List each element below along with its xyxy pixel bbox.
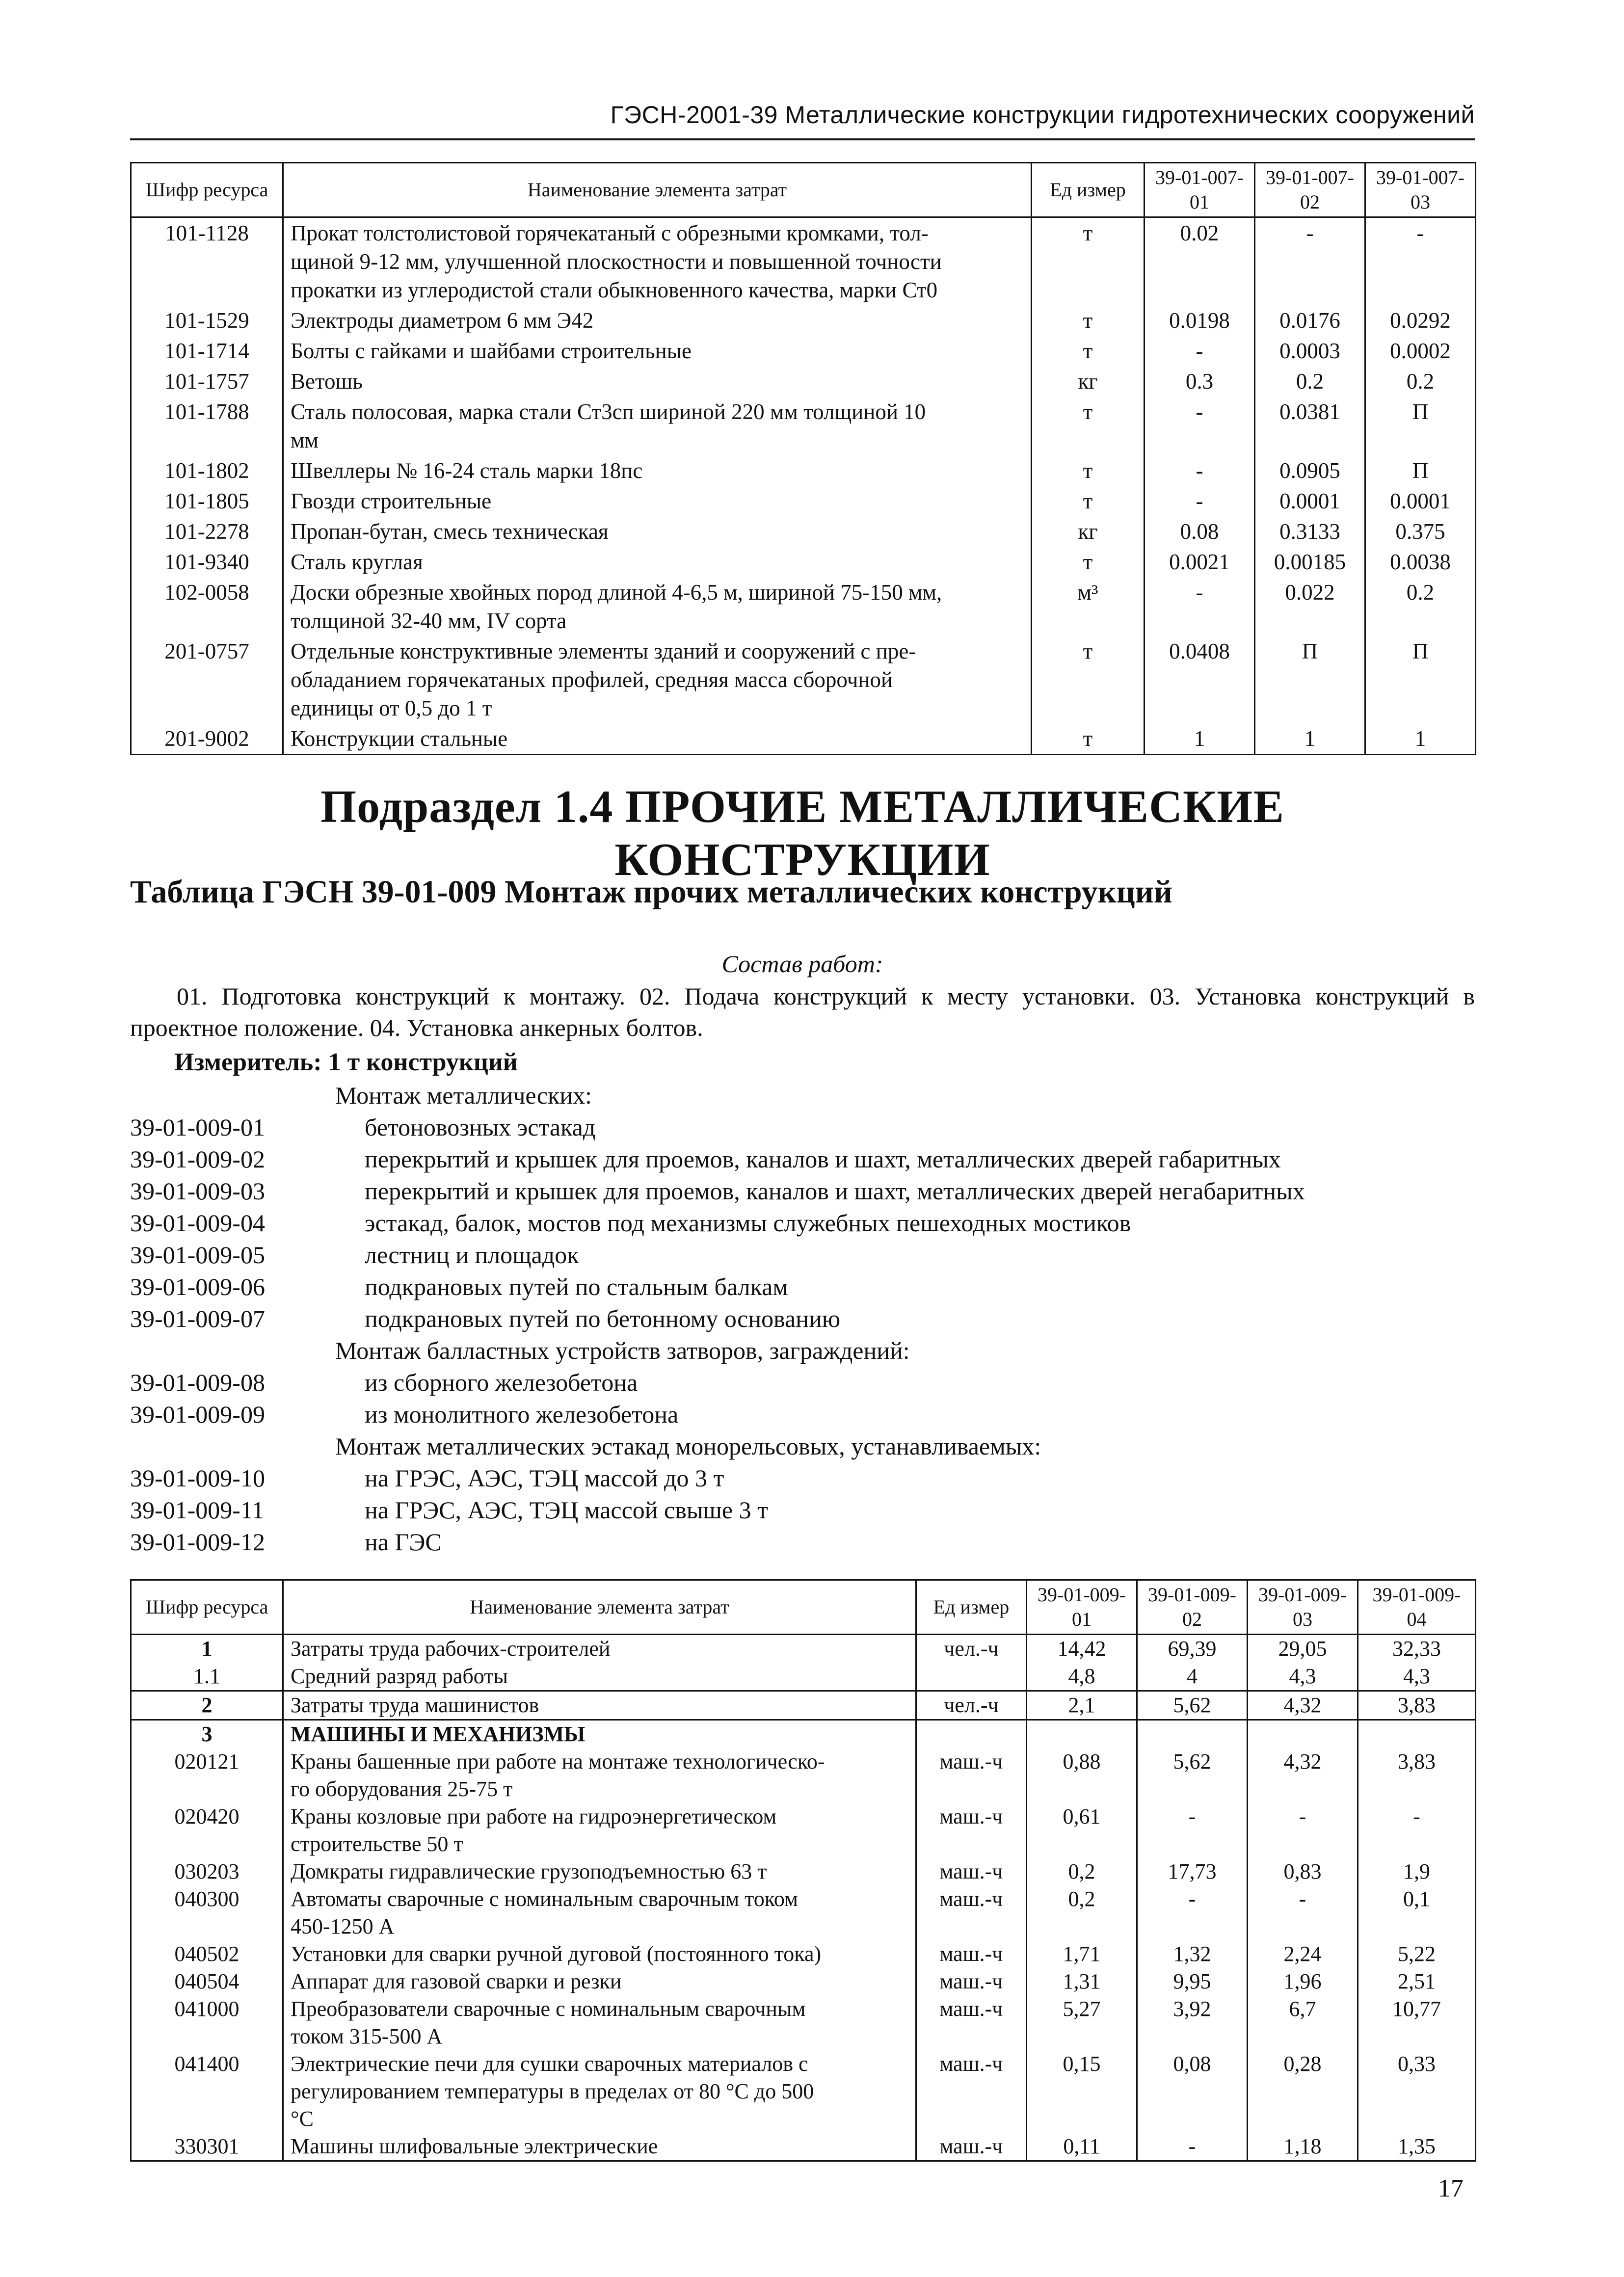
resource-name-line: Гвозди строительные [291, 489, 492, 513]
resource-code: 041000 [131, 1995, 283, 2050]
table-row [131, 455, 1476, 486]
unit: чел.-ч [916, 1691, 1027, 1720]
norm-value: 0.0408 [1145, 636, 1255, 723]
resource-code: 101-1529 [131, 305, 283, 336]
norm-value: 0,28 [1248, 2050, 1358, 2133]
unit: маш.-ч [916, 1803, 1027, 1858]
unit: т [1032, 486, 1145, 516]
norm-code: 39-01-009-09 [130, 1401, 265, 1428]
norm-row [130, 1112, 1475, 1143]
table-row [131, 336, 1476, 366]
col-header-norm: 39-01-009-02 [1137, 1580, 1248, 1635]
resource-name-line: Затраты труда машинистов [291, 1693, 539, 1717]
resource-name-line: Сталь круглая [291, 550, 423, 574]
norm-value: 0,83 [1248, 1858, 1358, 1885]
resource-name [283, 486, 1032, 516]
resource-name [283, 723, 1032, 755]
unit: т [1032, 305, 1145, 336]
norm-value: 1,31 [1027, 1968, 1137, 1995]
resource-code: 101-1757 [131, 366, 283, 397]
resource-table-009 [130, 1579, 1476, 2162]
norm-value: 1,71 [1027, 1940, 1137, 1968]
resource-name-line: Ветошь [291, 369, 363, 394]
unit: чел.-ч [916, 1635, 1027, 1663]
unit: маш.-ч [916, 1885, 1027, 1940]
resource-name-line: Домкраты гидравлические грузоподъемностью 63 т [291, 1859, 767, 1883]
norm-value: 5,27 [1027, 1995, 1137, 2050]
resource-name-line: го оборудования 25-75 т [291, 1777, 513, 1801]
resource-code: 020420 [131, 1803, 283, 1858]
resource-code: 020121 [131, 1748, 283, 1803]
page-number: 17 [1438, 2174, 1464, 2202]
col-header-norm: 39-01-007-03 [1365, 163, 1476, 217]
norm-group-title: Монтаж балластных устройств затворов, заграждений: [335, 1337, 910, 1364]
norm-code: 39-01-009-07 [130, 1305, 265, 1332]
unit: маш.-ч [916, 1858, 1027, 1885]
table-header-row [131, 163, 1476, 217]
resource-name [283, 2133, 916, 2161]
resource-code: 030203 [131, 1858, 283, 1885]
resource-name-line: Электроды диаметром 6 мм Э42 [291, 308, 594, 333]
resource-name [283, 1720, 916, 1748]
table-row [131, 2133, 1476, 2161]
unit: т [1032, 723, 1145, 755]
resource-name-line: током 315-500 А [291, 2024, 443, 2048]
resource-name-line: обладанием горячекатаных профилей, средняя масса сборочной [291, 667, 893, 692]
resource-name [283, 1691, 916, 1720]
norm-value: - [1248, 1885, 1358, 1940]
norm-name: подкрановых путей по стальным балкам [365, 1273, 788, 1300]
unit: т [1032, 217, 1145, 306]
unit: т [1032, 336, 1145, 366]
table-row [131, 547, 1476, 577]
resource-name [283, 336, 1032, 366]
norm-value: 0,88 [1027, 1748, 1137, 1803]
norm-code: 39-01-009-01 [130, 1113, 265, 1141]
norm-code: 39-01-009-11 [130, 1496, 265, 1524]
norm-name: бетоновозных эстакад [365, 1113, 596, 1141]
table-row [131, 577, 1476, 636]
resource-code: 3 [131, 1720, 283, 1748]
norm-group-title: Монтаж металлических эстакад монорельсовых, устанавливаемых: [335, 1432, 1041, 1460]
resource-name-line: мм [291, 428, 319, 452]
resource-name-line: прокатки из углеродистой стали обыкновенного качества, марки Ст0 [291, 278, 938, 302]
col-header-name: Наименование элемента затрат [283, 163, 1032, 217]
norm-group-title: Монтаж металлических: [335, 1082, 592, 1109]
col-header-norm: 39-01-009-04 [1358, 1580, 1476, 1635]
resource-name-line: Аппарат для газовой сварки и резки [291, 1969, 622, 1993]
resource-name-line: Швеллеры № 16-24 сталь марки 18пс [291, 458, 643, 483]
resource-name-line: Доски обрезные хвойных пород длиной 4-6,5 м, шириной 75-150 мм, [291, 580, 942, 605]
col-header-unit: Ед измер [916, 1580, 1027, 1635]
norm-row [130, 1399, 1475, 1430]
resource-name-line: Конструкции стальные [291, 726, 508, 751]
norm-name: перекрытий и крышек для проемов, каналов и шахт, металлических дверей негабаритных [365, 1177, 1305, 1205]
resource-code: 101-1805 [131, 486, 283, 516]
norm-value: 5,62 [1137, 1691, 1248, 1720]
norm-value: 4,8 [1027, 1663, 1137, 1691]
norm-row [130, 1143, 1475, 1175]
norm-value: 1,96 [1248, 1968, 1358, 1995]
norm-value: - [1145, 336, 1255, 366]
norm-group-row [130, 1335, 1475, 1367]
norm-value: - [1248, 1803, 1358, 1858]
unit: кг [1032, 516, 1145, 547]
resource-name-line: Болты с гайками и шайбами строительные [291, 339, 692, 363]
norm-value: 0,1 [1358, 1885, 1476, 1940]
resource-code: 101-1128 [131, 217, 283, 306]
norm-value: 0.2 [1365, 577, 1476, 636]
norm-name: на ГРЭС, АЭС, ТЭЦ массой свыше 3 т [365, 1496, 768, 1524]
norm-row [130, 1494, 1475, 1526]
norm-code: 39-01-009-06 [130, 1273, 265, 1300]
norm-value: - [1145, 455, 1255, 486]
resource-name [283, 1748, 916, 1803]
header-rule [130, 138, 1475, 140]
resource-name [283, 516, 1032, 547]
norm-value: - [1137, 1885, 1248, 1940]
work-composition-label: Состав работ: [721, 950, 883, 978]
resource-name [283, 217, 1032, 306]
norm-value: 17,73 [1137, 1858, 1248, 1885]
table-row [131, 1885, 1476, 1940]
norm-value: 9,95 [1137, 1968, 1248, 1995]
work-composition-text: 01. Подготовка конструкций к монтажу. 02. Подача конструкций к месту установки. 03. Установка конструкций в проектное положение. 04. Установка анкерных болтов. [130, 982, 1475, 1041]
norm-value: П [1365, 397, 1476, 455]
unit: маш.-ч [916, 1995, 1027, 2050]
norm-row [130, 1303, 1475, 1335]
table-row [131, 397, 1476, 455]
resource-name-line: Краны козловые при работе на гидроэнергетическом [291, 1804, 777, 1828]
resource-name [283, 366, 1032, 397]
resource-code: 040502 [131, 1940, 283, 1968]
resource-name-line: Пропан-бутан, смесь техническая [291, 519, 609, 544]
resource-name [283, 636, 1032, 723]
norm-value: 0.375 [1365, 516, 1476, 547]
norm-value: 0.0198 [1145, 305, 1255, 336]
table-row [131, 1940, 1476, 1968]
resource-code: 040504 [131, 1968, 283, 1995]
norm-value: 1 [1255, 723, 1365, 755]
resource-name-line: Затраты труда рабочих-строителей [291, 1637, 611, 1661]
col-header-unit: Ед измер [1032, 163, 1145, 217]
unit: маш.-ч [916, 2050, 1027, 2133]
norm-value: 4,32 [1248, 1748, 1358, 1803]
resource-code: 101-1788 [131, 397, 283, 455]
resource-code: 101-2278 [131, 516, 283, 547]
resource-name-line: 450-1250 А [291, 1914, 395, 1938]
norm-value: 1,18 [1248, 2133, 1358, 2161]
table-row [131, 1635, 1476, 1663]
resource-name [283, 1803, 916, 1858]
norm-value: 0,61 [1027, 1803, 1137, 1858]
table-header-row [131, 1580, 1476, 1635]
norm-code: 39-01-009-05 [130, 1241, 265, 1269]
norm-row [130, 1367, 1475, 1399]
resource-name-line: Электрические печи для сушки сварочных материалов с [291, 2052, 808, 2076]
unit [916, 1663, 1027, 1691]
norm-value: 0,2 [1027, 1885, 1137, 1940]
norm-value: 0.0001 [1365, 486, 1476, 516]
table-row [131, 1663, 1476, 1691]
norm-value: 4,3 [1248, 1663, 1358, 1691]
table-title: Таблица ГЭСН 39-01-009 Монтаж прочих металлических конструкций [130, 874, 1172, 910]
norm-value: 1,35 [1358, 2133, 1476, 2161]
resource-code: 201-9002 [131, 723, 283, 755]
norm-value: - [1358, 1803, 1476, 1858]
norm-value: - [1137, 1803, 1248, 1858]
norm-value: - [1145, 397, 1255, 455]
norm-value: 0.0002 [1365, 336, 1476, 366]
resource-name [283, 577, 1032, 636]
unit [916, 1720, 1027, 1748]
norm-code: 39-01-009-04 [130, 1209, 265, 1237]
resource-name [283, 1940, 916, 1968]
norm-value: 2,24 [1248, 1940, 1358, 1968]
norm-value: 4,32 [1248, 1691, 1358, 1720]
norm-name: перекрытий и крышек для проемов, каналов и шахт, металлических дверей габаритных [365, 1145, 1281, 1173]
norm-value: 4,3 [1358, 1663, 1476, 1691]
resource-name-line: °С [291, 2107, 314, 2131]
resource-name [283, 1968, 916, 1995]
resource-name [283, 1635, 916, 1663]
resource-name-line: Прокат толстолистовой горячекатаный с обрезными кромками, тол- [291, 221, 929, 245]
resource-name-line: Сталь полосовая, марка стали Ст3сп шириной 220 мм толщиной 10 [291, 399, 926, 424]
unit: т [1032, 547, 1145, 577]
resource-name-line: Установки для сварки ручной дуговой (постоянного тока) [291, 1942, 822, 1966]
resource-code: 040300 [131, 1885, 283, 1940]
unit: маш.-ч [916, 1748, 1027, 1803]
col-header-norm: 39-01-009-03 [1248, 1580, 1358, 1635]
norm-name: на ГЭС [365, 1528, 442, 1556]
norm-value: 0.3 [1145, 366, 1255, 397]
norm-value: 10,77 [1358, 1995, 1476, 2050]
norm-code: 39-01-009-12 [130, 1528, 265, 1556]
norm-row [130, 1175, 1475, 1207]
norm-code: 39-01-009-02 [130, 1145, 265, 1173]
norm-value: 0.2 [1365, 366, 1476, 397]
norm-value: 0.08 [1145, 516, 1255, 547]
resource-code: 102-0058 [131, 577, 283, 636]
col-header-code: Шифр ресурса [131, 163, 283, 217]
norm-value: - [1255, 217, 1365, 306]
unit: м³ [1032, 577, 1145, 636]
norm-value: 0.0381 [1255, 397, 1365, 455]
norm-value: 0,08 [1137, 2050, 1248, 2133]
norm-value [1248, 1720, 1358, 1748]
table-row [131, 723, 1476, 755]
norm-row [130, 1526, 1475, 1558]
resource-code: 330301 [131, 2133, 283, 2161]
resource-code: 041400 [131, 2050, 283, 2133]
norm-value: 1,9 [1358, 1858, 1476, 1885]
norm-value: 6,7 [1248, 1995, 1358, 2050]
norm-value [1137, 1720, 1248, 1748]
resource-name [283, 1995, 916, 2050]
norm-value: П [1255, 636, 1365, 723]
norm-row [130, 1462, 1475, 1494]
norm-value: 0.2 [1255, 366, 1365, 397]
resource-name [283, 305, 1032, 336]
resource-name [283, 1663, 916, 1691]
unit: т [1032, 636, 1145, 723]
table-row [131, 217, 1476, 306]
resource-name [283, 455, 1032, 486]
norm-name: из монолитного железобетона [365, 1401, 679, 1428]
table-row [131, 305, 1476, 336]
resource-code: 101-9340 [131, 547, 283, 577]
norm-value [1358, 1720, 1476, 1748]
resource-code: 1 [131, 1635, 283, 1663]
table-row [131, 1720, 1476, 1748]
norm-name: эстакад, балок, мостов под механизмы служебных пешеходных мостиков [365, 1209, 1131, 1237]
table-row [131, 516, 1476, 547]
table-row [131, 2050, 1476, 2133]
norm-value: 0.02 [1145, 217, 1255, 306]
col-header-code: Шифр ресурса [131, 1580, 283, 1635]
table-row [131, 1748, 1476, 1803]
resource-name [283, 547, 1032, 577]
norm-value: 3,92 [1137, 1995, 1248, 2050]
resource-name [283, 397, 1032, 455]
unit: маш.-ч [916, 1968, 1027, 1995]
norm-value: 4 [1137, 1663, 1248, 1691]
norm-value: 3,83 [1358, 1748, 1476, 1803]
unit: кг [1032, 366, 1145, 397]
resource-name [283, 1885, 916, 1940]
table-row [131, 636, 1476, 723]
norm-value: 0.0292 [1365, 305, 1476, 336]
col-header-norm: 39-01-007-02 [1255, 163, 1365, 217]
norm-name: подкрановых путей по бетонному основанию [365, 1305, 841, 1332]
resource-name [283, 1858, 916, 1885]
norm-value: 0,15 [1027, 2050, 1137, 2133]
norm-value: 69,39 [1137, 1635, 1248, 1663]
resource-name-line: Краны башенные при работе на монтаже технологическо- [291, 1749, 825, 1774]
norm-value: 0.0038 [1365, 547, 1476, 577]
norm-value: 0,11 [1027, 2133, 1137, 2161]
norm-value: 29,05 [1248, 1635, 1358, 1663]
resource-name-line: МАШИНЫ И МЕХАНИЗМЫ [291, 1722, 586, 1746]
col-header-norm: 39-01-007-01 [1145, 163, 1255, 217]
section-title: Подраздел 1.4 ПРОЧИЕ МЕТАЛЛИЧЕСКИЕ КОНСТРУКЦИИ [320, 781, 1284, 885]
norm-value: 1 [1145, 723, 1255, 755]
norm-value: 5,22 [1358, 1940, 1476, 1968]
norm-value: 2,51 [1358, 1968, 1476, 1995]
norm-value: - [1145, 577, 1255, 636]
resource-code: 101-1802 [131, 455, 283, 486]
resource-name-line: Машины шлифовальные электрические [291, 2134, 658, 2158]
table-row [131, 1995, 1476, 2050]
norm-value: 0,2 [1027, 1858, 1137, 1885]
norm-value: 3,83 [1358, 1691, 1476, 1720]
resource-code: 1.1 [131, 1663, 283, 1691]
norm-value: 0,33 [1358, 2050, 1476, 2133]
norm-value: П [1365, 636, 1476, 723]
norm-value: 1 [1365, 723, 1476, 755]
norm-code: 39-01-009-10 [130, 1464, 265, 1492]
norm-value: 1,32 [1137, 1940, 1248, 1968]
resource-code: 201-0757 [131, 636, 283, 723]
unit: т [1032, 455, 1145, 486]
measure-unit: Измеритель: 1 т конструкций [174, 1048, 518, 1076]
resource-name-line: единицы от 0,5 до 1 т [291, 696, 492, 720]
norm-value: 0.00185 [1255, 547, 1365, 577]
resource-code: 101-1714 [131, 336, 283, 366]
norm-row [130, 1207, 1475, 1239]
table-row [131, 366, 1476, 397]
resource-name [283, 2050, 916, 2133]
norm-value: 2,1 [1027, 1691, 1137, 1720]
resource-name-line: Отдельные конструктивные элементы зданий и сооружений с пре- [291, 639, 916, 663]
norm-value: 14,42 [1027, 1635, 1137, 1663]
norm-value: 0.0176 [1255, 305, 1365, 336]
col-header-name: Наименование элемента затрат [283, 1580, 916, 1635]
norm-value [1027, 1720, 1137, 1748]
norm-name: из сборного железобетона [365, 1369, 638, 1396]
norm-value: 0.3133 [1255, 516, 1365, 547]
resource-name-line: регулированием температуры в пределах от 80 °С до 500 [291, 2079, 814, 2103]
unit: маш.-ч [916, 2133, 1027, 2161]
resource-name-line: щиной 9-12 мм, улучшенной плоскостности и повышенной точности [291, 249, 942, 274]
resource-name-line: Средний разряд работы [291, 1664, 508, 1688]
table-row [131, 1803, 1476, 1858]
resource-table-007 [130, 162, 1476, 755]
norm-value: 0.0021 [1145, 547, 1255, 577]
table-row [131, 486, 1476, 516]
norm-value: П [1365, 455, 1476, 486]
norm-value: - [1365, 217, 1476, 306]
norm-name: лестниц и площадок [365, 1241, 579, 1269]
resource-name-line: строительстве 50 т [291, 1832, 463, 1856]
norm-group-row [130, 1080, 1475, 1112]
resource-name-line: Преобразователи сварочные с номинальным сварочным [291, 1997, 806, 2021]
running-header: ГЭСН-2001-39 Металлические конструкции гидротехнических сооружений [610, 101, 1475, 129]
table-row [131, 1858, 1476, 1885]
norm-value: 5,62 [1137, 1748, 1248, 1803]
norm-value: 32,33 [1358, 1635, 1476, 1663]
resource-name-line: Автоматы сварочные с номинальным сварочным током [291, 1887, 798, 1911]
unit: т [1032, 397, 1145, 455]
norm-value: - [1137, 2133, 1248, 2161]
norm-code: 39-01-009-08 [130, 1369, 265, 1396]
norm-row [130, 1239, 1475, 1271]
table-row [131, 1968, 1476, 1995]
norm-code: 39-01-009-03 [130, 1177, 265, 1205]
norm-value: 0.0001 [1255, 486, 1365, 516]
norm-value: 0.0905 [1255, 455, 1365, 486]
norm-row [130, 1271, 1475, 1303]
norm-value: 0.0003 [1255, 336, 1365, 366]
norm-value: - [1145, 486, 1255, 516]
resource-name-line: толщиной 32-40 мм, IV сорта [291, 609, 567, 633]
resource-code: 2 [131, 1691, 283, 1720]
table-row [131, 1691, 1476, 1720]
norm-list [130, 1080, 1475, 1558]
col-header-norm: 39-01-009-01 [1027, 1580, 1137, 1635]
norm-group-row [130, 1430, 1475, 1462]
norm-name: на ГРЭС, АЭС, ТЭЦ массой до 3 т [365, 1464, 724, 1492]
unit: маш.-ч [916, 1940, 1027, 1968]
norm-value: 0.022 [1255, 577, 1365, 636]
